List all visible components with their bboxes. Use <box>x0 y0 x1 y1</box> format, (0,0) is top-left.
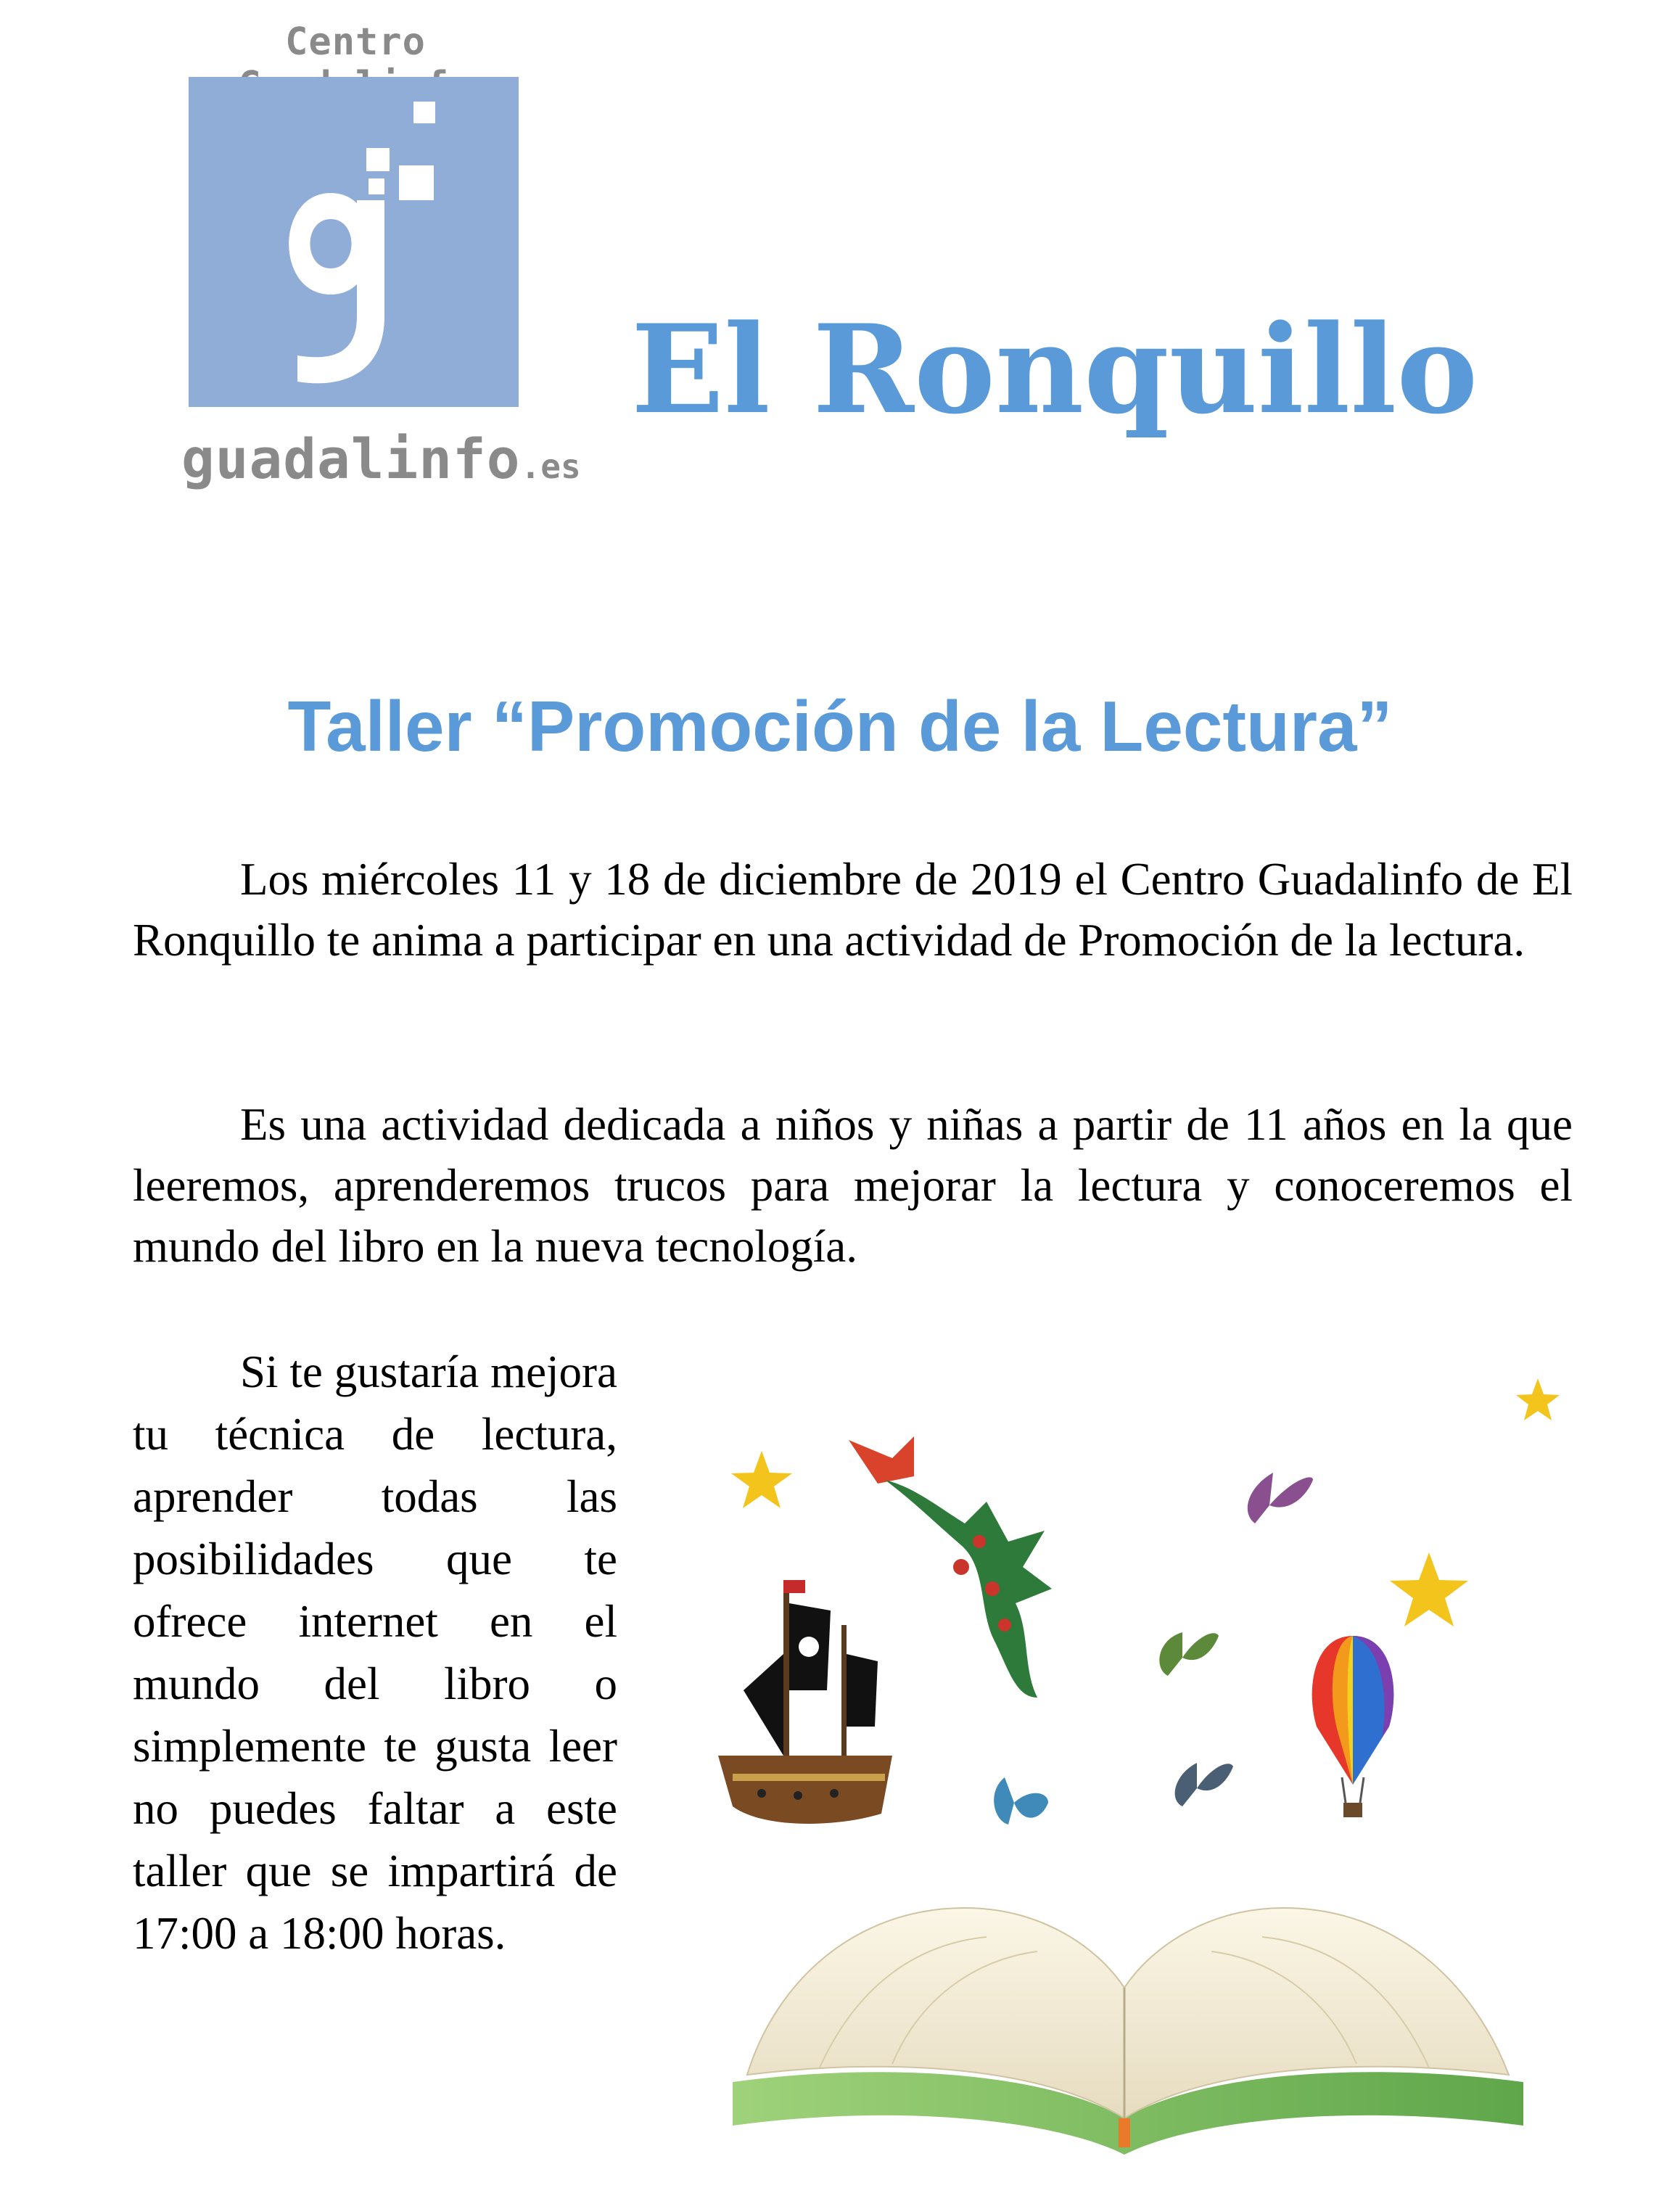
logo-brand-name: guadalinfo <box>181 427 521 491</box>
book-illustration <box>675 1349 1581 2184</box>
butterfly-icon <box>1248 1473 1313 1523</box>
open-book-icon <box>733 1908 1523 2155</box>
logo-g-square <box>189 77 519 407</box>
star-icon <box>731 1451 792 1508</box>
paragraph-invitation: Si te gustaría mejora tu técnica de lectura, aprender todas las posibilidades que te ofrece internet en el mundo del libro o simplemente te gusta leer no puedes faltar a este taller que se impartirá de 17:00 a 18:00 horas. <box>133 1346 617 1959</box>
logo-brand-text <box>181 427 581 491</box>
pirate-ship-icon <box>718 1580 892 1824</box>
guadalinfo-logo <box>167 20 581 499</box>
town-heading: El Ronquillo <box>631 297 1478 441</box>
butterfly-icon <box>994 1777 1048 1825</box>
paragraph-audience: Es una actividad dedicada a niños y niñas a partir de 11 años en la que leeremos, aprenderemos trucos para mejorar la lectura y conoceremos el mundo del libro en la nueva tecnología. <box>133 1099 1573 1272</box>
star-icon <box>1516 1378 1560 1420</box>
logo-domain-suffix: .es <box>520 447 581 486</box>
hot-air-balloon-icon <box>1312 1636 1394 1817</box>
butterfly-icon <box>1159 1632 1219 1676</box>
paragraph-dates: Los miércoles 11 y 18 de diciembre de 2019 el Centro Guadalinfo de El Ronquillo te anima a participar en una actividad de Promoción de la lectura. <box>133 854 1573 966</box>
logo-g-icon <box>189 77 519 407</box>
star-icon <box>1390 1552 1468 1626</box>
logo-top-text: Centro <box>285 20 426 64</box>
workshop-title: Taller “Promoción de la Lectura” <box>287 686 1393 766</box>
butterfly-icon <box>1175 1763 1233 1806</box>
dragon-icon <box>849 1436 1052 1698</box>
